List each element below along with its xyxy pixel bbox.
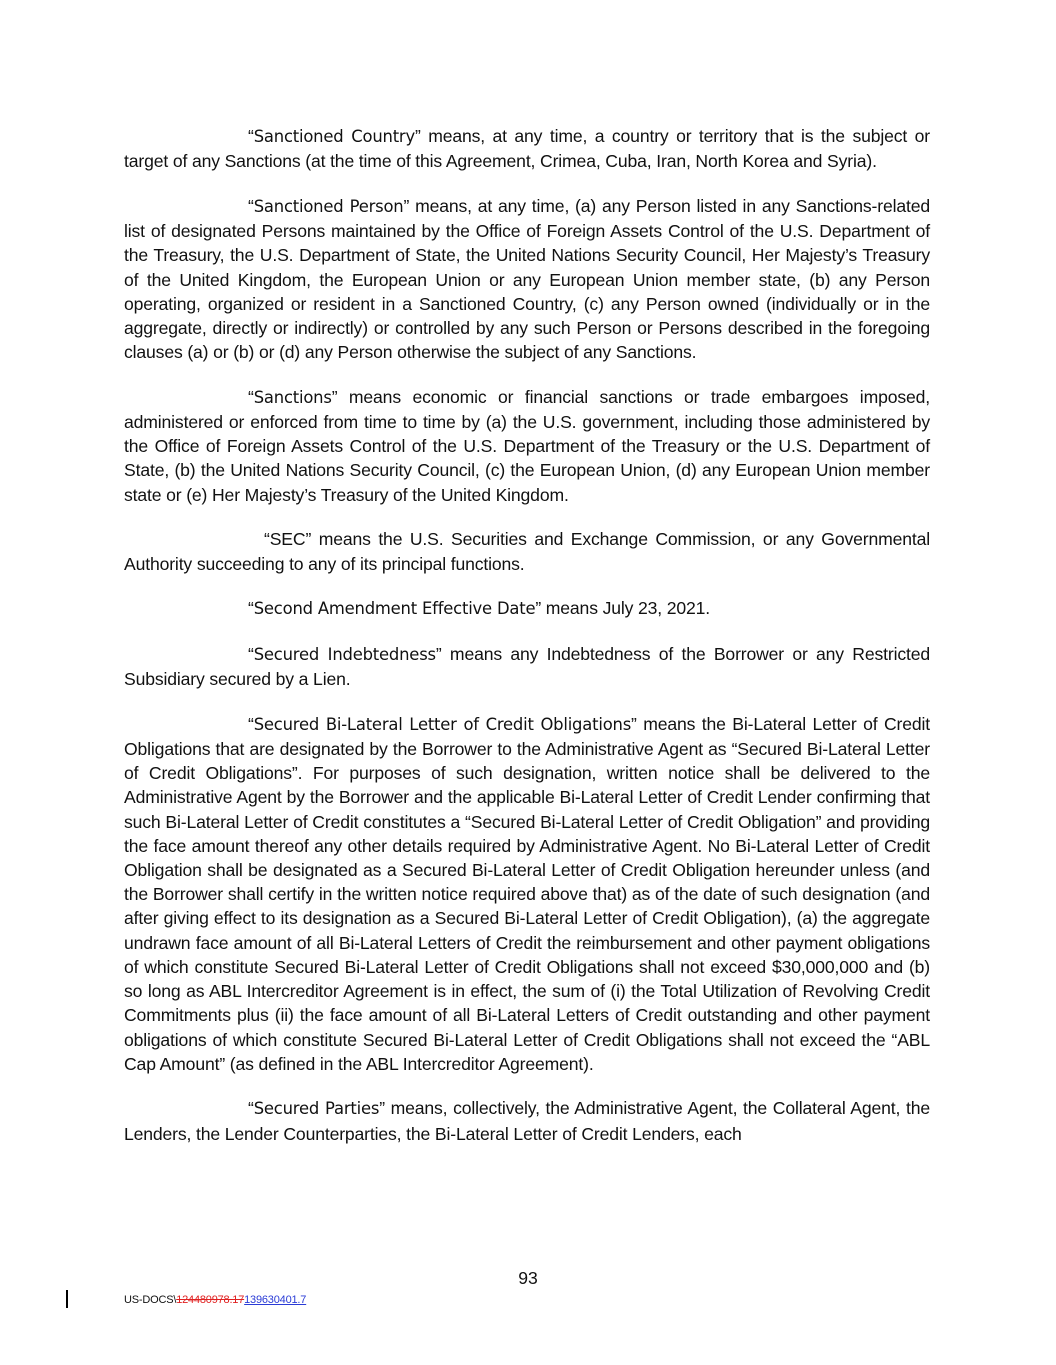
definition-second-amendment-effective-date: “Second Amendment Effective Date” means July 23, 2021. bbox=[248, 598, 711, 619]
definition-body: means any Indebtedness of the Borrower or any Restricted Subsidiary secured by a Lien. bbox=[124, 643, 930, 690]
deleted-doc-id: 124480978.17 bbox=[176, 1294, 245, 1306]
defined-term: Secured Parties bbox=[253, 1099, 380, 1119]
definition-body: means economic or financial sanctions or trade embargoes imposed, administered or enforced from time to time by (a) the U.S. government, including those administered by the Office of Foreign Assets Control of the U.S. Department of the Treasury or the U.S. Department of State, (b) the United Nations Security Council, (c) the European Union, (d) any European Union member state or (e) Her Majesty’s Treasury of the United Kingdom. bbox=[124, 386, 930, 505]
defined-term: Sanctioned Person bbox=[253, 196, 404, 216]
document-id-footer bbox=[124, 1294, 306, 1306]
definition-sanctioned-person: “Sanctioned Person” means, at any time, (a) any Person listed in any Sanctions-related list of designated Persons maintained by the Office of Foreign Assets Control of the U.S. Department of the Treasury, the U.S. Department of State, the United Nations Security Council, Her Majesty’s Treasury of the United Kingdom, the European Union or any European Union member state, (b) any Person operating, organized or resident in a Sanctioned Country, (c) any Person owned (individually or in the aggregate, directly or indirectly) or controlled by any such Person or Persons described in the foregoing clauses (a) or (b) or (d) any Person otherwise the subject of any Sanctions. bbox=[124, 195, 930, 363]
definition-sec: “SEC” means the U.S. Securities and Exchange Commission, or any Governmental Authority succeeding to any of its principal functions. bbox=[124, 529, 930, 574]
definition-body: means the U.S. Securities and Exchange Commission, or any Governmental Authority succeeding to any of its principal functions. bbox=[124, 529, 930, 574]
definition-secured-indebtedness: “Secured Indebtedness” means any Indebtedness of the Borrower or any Restricted Subsidiary secured by a Lien. bbox=[124, 643, 930, 690]
page-number: 93 bbox=[518, 1268, 538, 1288]
defined-term: Sanctioned Country bbox=[253, 127, 415, 146]
defined-term: Sanctions bbox=[253, 387, 332, 407]
definition-body: means, at any time, (a) any Person listed in any Sanctions-related list of designated Persons maintained by the Office of Foreign Assets Control of the U.S. Department of the Treasury, the U.S. Department of State, the United Nations Security Council, Her Majesty’s Treasury of the United Kingdom, the European Union or any European Union member state, (b) any Person operating, organized or resident in a Sanctioned Country, (c) any Person owned (individually or in the aggregate, directly or indirectly) or controlled by any such Person or Persons described in the foregoing clauses (a) or (b) or (d) any Person otherwise the subject of any Sanctions. bbox=[124, 195, 930, 363]
definition-sanctions: “Sanctions” means economic or financial sanctions or trade embargoes imposed, administered or enforced from time to time by (a) the U.S. government, including those administered by the Office of Foreign Assets Control of the U.S. Department of the Treasury or the U.S. Department of State, (b) the United Nations Security Council, (c) the European Union, (d) any European Union member state or (e) Her Majesty’s Treasury of the United Kingdom. bbox=[124, 386, 930, 505]
definition-sanctioned-country: “Sanctioned Country” means, at any time, a country or territory that is the subject or target of any Sanctions (at the time of this Agreement, Crimea, Cuba, Iran, North Korea and Syria). bbox=[124, 126, 930, 172]
definition-secured-bilateral-loc-obligations: “Secured Bi-Lateral Letter of Credit Obligations” means the Bi-Lateral Letter of Credit Obligations that are designated by the Borrower to the Administrative Agent as “Secured Bi-Lateral Letter of Credit Obligations”. For purposes of such designation, written notice shall be delivered to the Administrative Agent by the Borrower and the applicable Bi-Lateral Letter of Credit Lender confirming that such Bi-Lateral Letter of Credit constitutes a “Secured Bi-Lateral Letter of Credit Obligation” and providing the face amount thereof any other details required by Administrative Agent. No Bi-Lateral Letter of Credit Obligation shall be designated as a Secured Bi-Lateral Letter of Credit Obligation hereunder unless (and the Borrower shall certify in the written notice required above that) as of the date of such designation (and after giving effect to its designation as a Secured Bi-Lateral Letter of Credit Obligation), (a) the aggregate undrawn face amount of all Bi-Lateral Letters of Credit the reimbursement and other payment obligations of which constitute Secured Bi-Lateral Letter of Credit Obligations shall not exceed $30,000,000 and (b) so long as ABL Intercreditor Agreement is in effect, the sum of (i) the Total Utilization of Revolving Credit Commitments plus (ii) the face amount of all Bi-Lateral Letters of Credit outstanding and other payment obligations of which constitute Secured Bi-Lateral Letter of Credit Obligations shall not exceed the “ABL Cap Amount” (as defined in the ABL Intercreditor Agreement). bbox=[124, 713, 930, 1074]
inserted-doc-id: 139630401.7 bbox=[244, 1294, 307, 1306]
definition-body: means the Bi-Lateral Letter of Credit Obligations that are designated by the Borrower to the Administrative Agent as “Secured Bi-Lateral Letter of Credit Obligations”. For purposes of such designation, written notice shall be delivered to the Administrative Agent by the Borrower and the applicable Bi-Lateral Letter of Credit Lender confirming that such Bi-Lateral Letter of Credit constitutes a “Secured Bi-Lateral Letter of Credit Obligation” and providing the face amount thereof any other details required by Administrative Agent. No Bi-Lateral Letter of Credit Obligation shall be designated as a Secured Bi-Lateral Letter of Credit Obligation hereunder unless (and the Borrower shall certify in the written notice required above that) as of the date of such designation (and after giving effect to its designation as a Secured Bi-Lateral Letter of Credit Obligation), (a) the aggregate undrawn face amount of all Bi-Lateral Letters of Credit the reimbursement and other payment obligations of which constitute Secured Bi-Lateral Letter of Credit Obligations shall not exceed $30,000,000 and (b) so long as ABL Intercreditor Agreement is in effect, the sum of (i) the Total Utilization of Revolving Credit Commitments plus (ii) the face amount of all Bi-Lateral Letters of Credit outstanding and other payment obligations of which constitute Secured Bi-Lateral Letter of Credit Obligations shall not exceed the “ABL Cap Amount” (as defined in the ABL Intercreditor Agreement). bbox=[124, 713, 930, 1074]
defined-term: Second Amendment Effective Date bbox=[253, 599, 536, 619]
footer-prefix: US-DOCS\ bbox=[124, 1294, 177, 1306]
definition-body: means July 23, 2021. bbox=[541, 598, 711, 619]
definition-body: means, at any time, a country or territory that is the subject or target of any Sanctions (at the time of this Agreement, Crimea, Cuba, Iran, North Korea and Syria). bbox=[124, 126, 930, 172]
definition-secured-parties: “Secured Parties” means, collectively, the Administrative Agent, the Collateral Agent, the Lenders, the Lender Counterparties, the Bi-Lateral Letter of Credit Lenders, each bbox=[124, 1098, 930, 1144]
revision-change-bar bbox=[66, 1290, 68, 1308]
definition-body: means, collectively, the Administrative Agent, the Collateral Agent, the Lenders, the Lender Counterparties, the Bi-Lateral Letter of Credit Lenders, each bbox=[124, 1098, 930, 1144]
defined-term: Secured Bi-Lateral Letter of Credit Obligations bbox=[253, 714, 632, 734]
document-page bbox=[124, 124, 930, 1166]
defined-term: Secured Indebtedness bbox=[253, 644, 436, 664]
defined-term: SEC bbox=[269, 529, 306, 550]
